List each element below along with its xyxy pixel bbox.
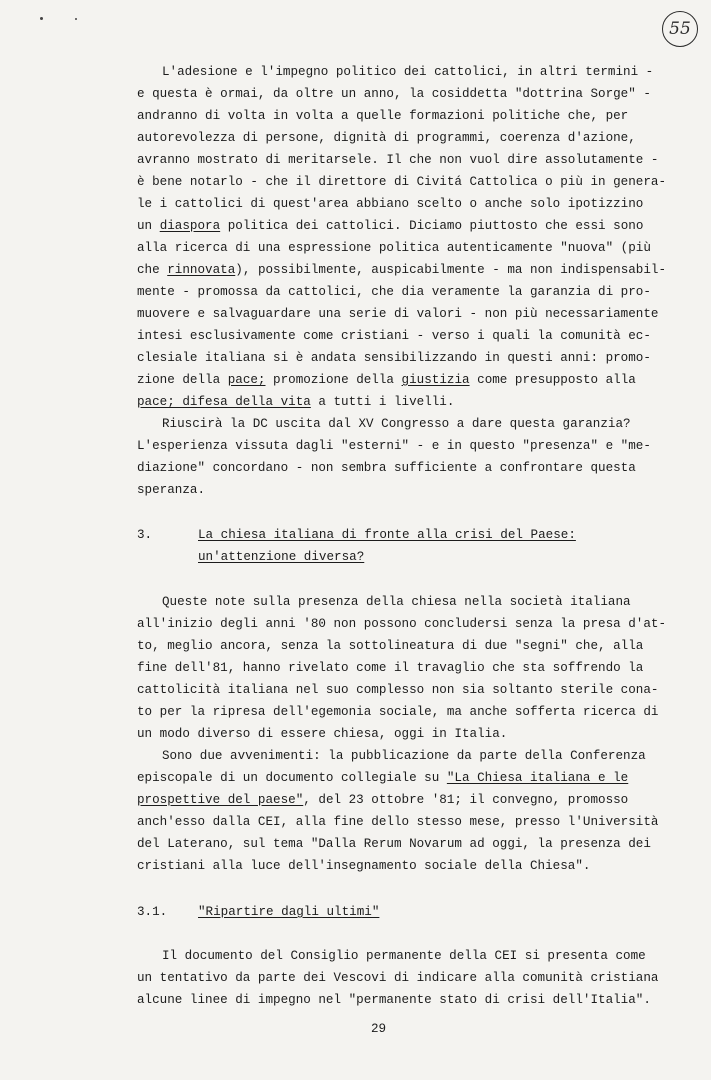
text-line: Queste note sulla presenza della chiesa nella società italiana xyxy=(162,595,631,609)
text-line xyxy=(137,392,615,412)
text-span: promozione della xyxy=(265,373,402,387)
text-line: alcune linee di impegno nel "permanente stato di crisi dell'Italia". xyxy=(137,993,651,1007)
text-span: come presupposto alla xyxy=(469,373,636,387)
text-line: clesiale italiana si è andata sensibilizzando in questi anni: promo- xyxy=(137,351,651,365)
text-line: anch'esso dalla CEI, alla fine dello stesso mese, presso l'Università xyxy=(137,815,659,829)
text-span: che xyxy=(137,263,168,277)
text-span: episcopale di un documento collegiale su xyxy=(137,771,447,785)
text-span: a tutti i livelli. xyxy=(310,395,455,409)
text-line: fine dell'81, hanno rivelato come il travaglio che sta soffrendo la xyxy=(137,661,644,675)
scan-speck xyxy=(40,17,43,20)
text-line: cristiani alla luce dell'insegnamento sociale della Chiesa". xyxy=(137,859,591,873)
underlined-term-giustizia: giustizia xyxy=(401,373,470,387)
section-number: 3. xyxy=(137,528,153,542)
text-span: un xyxy=(137,219,160,233)
text-line: avranno mostrato di meritarsele. Il che non vuol dire assolutamente - xyxy=(137,153,659,167)
underlined-term-rinnovata: rinnovata xyxy=(167,263,236,277)
text-line xyxy=(137,370,636,390)
text-line: to per la ripresa dell'egemonia sociale, ma anche sofferta ricerca di xyxy=(137,705,659,719)
section-title: La chiesa italiana di fronte alla crisi del Paese: xyxy=(198,528,576,542)
subsection-title: "Ripartire dagli ultimi" xyxy=(198,905,380,919)
underlined-title-prospettive: prospettive del paese" xyxy=(137,793,304,807)
underlined-term-diaspora: diaspora xyxy=(159,219,221,233)
text-line: L'esperienza vissuta dagli "esterni" - e in questo "presenza" e "me- xyxy=(137,439,651,453)
text-span: , del 23 ottobre '81; il convegno, promosso xyxy=(303,793,629,807)
text-line: e questa è ormai, da oltre un anno, la cosiddetta "dottrina Sorge" - xyxy=(137,87,651,101)
underlined-term-difesa-vita: pace; difesa della vita xyxy=(137,395,311,409)
scan-speck xyxy=(75,18,77,20)
text-line: diazione" concordano - non sembra sufficiente a confrontare questa xyxy=(137,461,636,475)
text-line: del Laterano, sul tema "Dalla Rerum Novarum ad oggi, la presenza dei xyxy=(137,837,651,851)
text-line: L'adesione e l'impegno politico dei cattolici, in altri termini - xyxy=(162,65,654,79)
handwritten-folio-number: 55 xyxy=(662,11,698,47)
text-line: to, meglio ancora, senza la sottolineatura di due "segni" che, alla xyxy=(137,639,644,653)
text-line: Riuscirà la DC uscita dal XV Congresso a dare questa garanzia? xyxy=(162,417,631,431)
page-number: 29 xyxy=(371,1022,387,1036)
text-line: mente - promossa da cattolici, che dia veramente la garanzia di pro- xyxy=(137,285,651,299)
text-line: cattolicità italiana nel suo complesso non sia soltanto sterile cona- xyxy=(137,683,659,697)
underlined-term-pace: pace; xyxy=(227,373,266,387)
text-line: un modo diverso di essere chiesa, oggi in Italia. xyxy=(137,727,508,741)
text-line xyxy=(137,216,644,236)
text-line: le i cattolici di quest'area abbiano scelto o anche solo ipotizzino xyxy=(137,197,644,211)
text-span: ), possibilmente, auspicabilmente - ma non indispensabil- xyxy=(235,263,667,277)
underlined-title-chiesa-italiana: "La Chiesa italiana e le xyxy=(446,771,629,785)
text-line: muovere e salvaguardare una serie di valori - non più necessariamente xyxy=(137,307,659,321)
text-line: Il documento del Consiglio permanente della CEI si presenta come xyxy=(162,949,646,963)
text-line: alla ricerca di una espressione politica autenticamente "nuova" (più xyxy=(137,241,651,255)
text-line: all'inizio degli anni '80 non possono concludersi senza la presa d'at- xyxy=(137,617,667,631)
text-line: Sono due avvenimenti: la pubblicazione da parte della Conferenza xyxy=(162,749,646,763)
text-line xyxy=(137,768,629,788)
text-span: politica dei cattolici. Diciamo piuttosto che essi sono xyxy=(220,219,644,233)
text-line: un tentativo da parte dei Vescovi di indicare alla comunità cristiana xyxy=(137,971,659,985)
text-line: è bene notarlo - che il direttore di Civitá Cattolica o più in genera- xyxy=(137,175,667,189)
text-line xyxy=(137,260,667,280)
text-line xyxy=(137,790,629,810)
text-line: andranno di volta in volta a quelle formazioni politiche che, per xyxy=(137,109,629,123)
text-line: autorevolezza di persone, dignità di programmi, coerenza d'azione, xyxy=(137,131,636,145)
subsection-number: 3.1. xyxy=(137,905,168,919)
text-span: zione della xyxy=(137,373,228,387)
section-title: un'attenzione diversa? xyxy=(198,550,365,564)
text-line: intesi esclusivamente come cristiani - verso i quali la comunità ec- xyxy=(137,329,651,343)
text-line: speranza. xyxy=(137,483,206,497)
